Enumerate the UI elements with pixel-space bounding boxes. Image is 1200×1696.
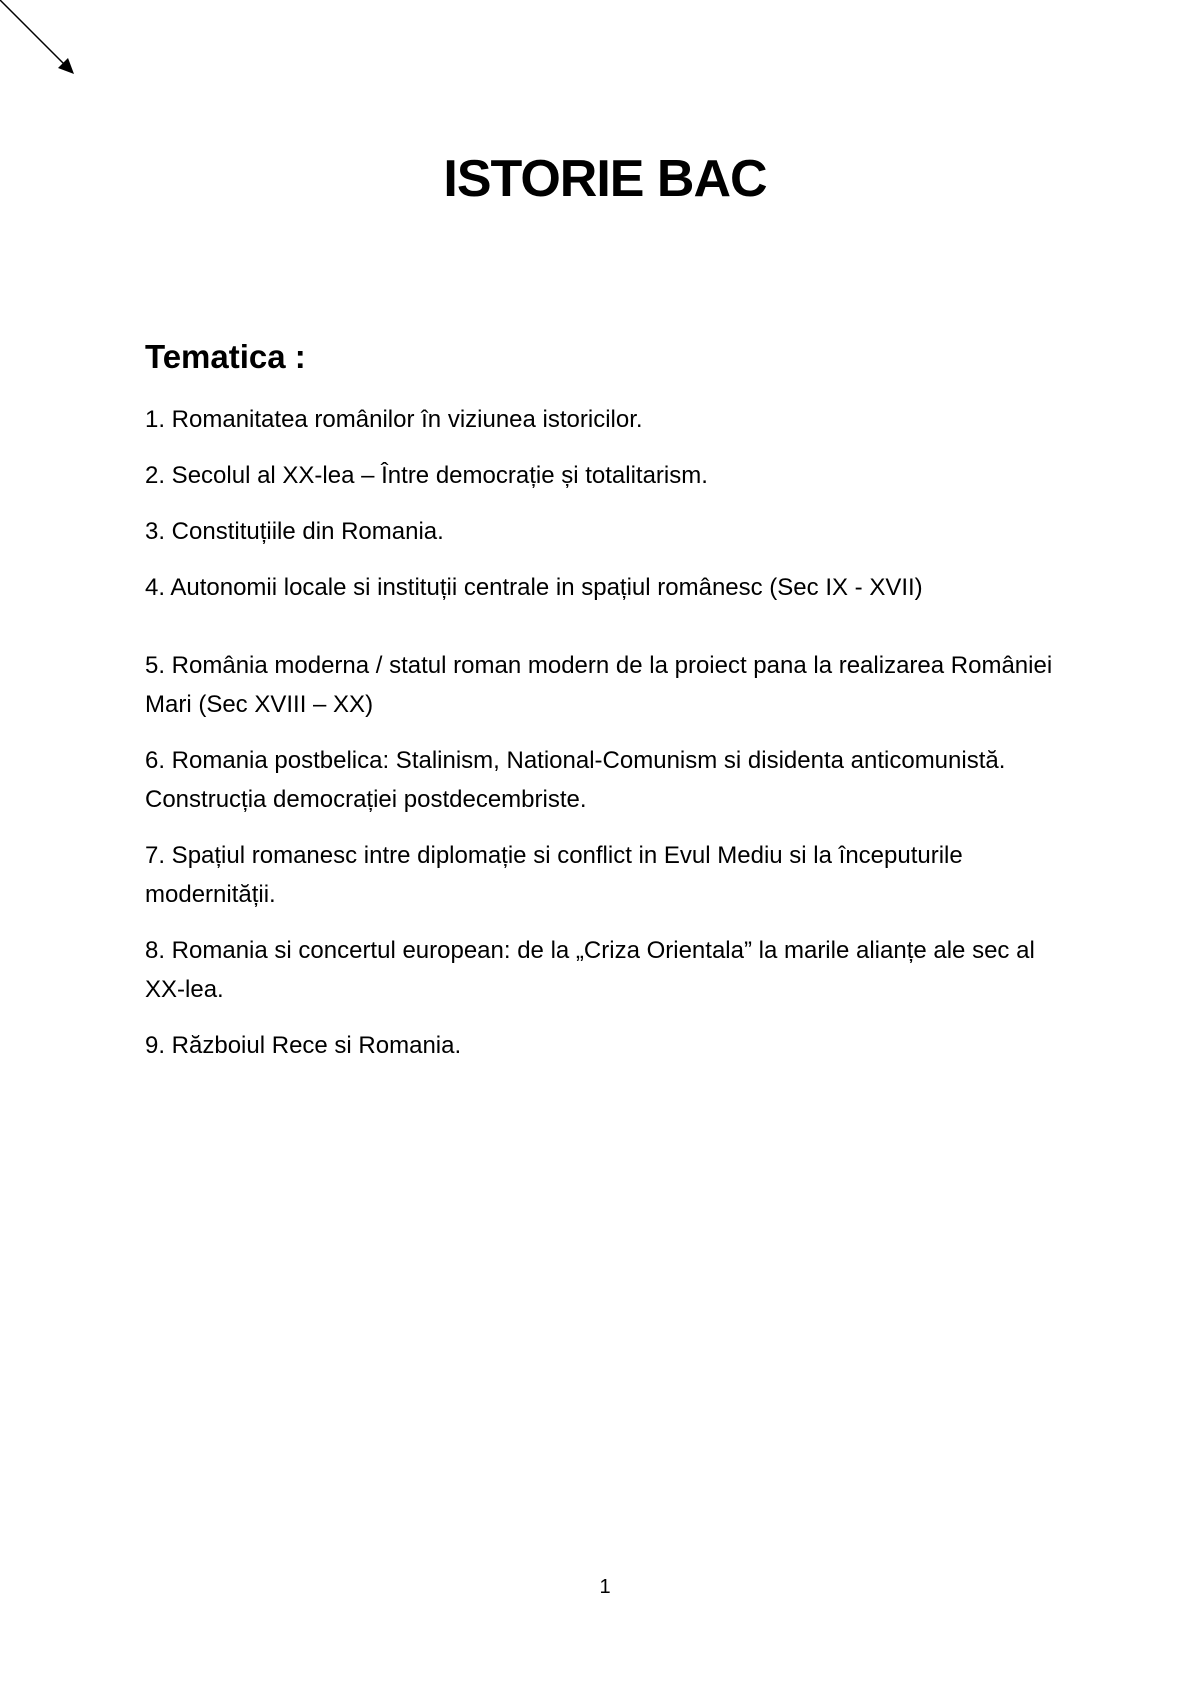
topic-item: 5. România moderna / statul roman modern de la proiect pana la realizarea României Mari (Sec XVIII – XX) (145, 651, 1053, 718)
topic-item: 1. Romanitatea românilor în viziunea istoricilor. (145, 405, 643, 433)
topic-item: 8. Romania si concertul european: de la „Criza Orientala” la marile alianțe ale sec al XX-lea. (145, 936, 1035, 1003)
topic-item: 6. Romania postbelica: Stalinism, National-Comunism si disidenta anticomunistă. Construcția democrației postdecembriste. (145, 746, 1006, 813)
topic-item: 4. Autonomii locale si instituții centrale in spațiul românesc (Sec IX - XVII) (145, 573, 923, 601)
topic-item: 2. Secolul al XX-lea – Între democrație și totalitarism. (145, 461, 708, 489)
document-body (145, 337, 1065, 1082)
topic-item: 7. Spațiul romanesc intre diplomație si conflict in Evul Mediu si la începuturile modernității. (145, 841, 963, 908)
corner-arrow-icon (0, 0, 80, 80)
topic-list (145, 400, 1065, 1065)
document-title: ISTORIE BAC (443, 150, 767, 208)
topic-item: 9. Războiul Rece si Romania. (145, 1031, 462, 1059)
section-heading: Tematica : (145, 338, 306, 375)
page-number: 1 (599, 1576, 611, 1598)
topic-item: 3. Constituțiile din Romania. (145, 517, 444, 545)
